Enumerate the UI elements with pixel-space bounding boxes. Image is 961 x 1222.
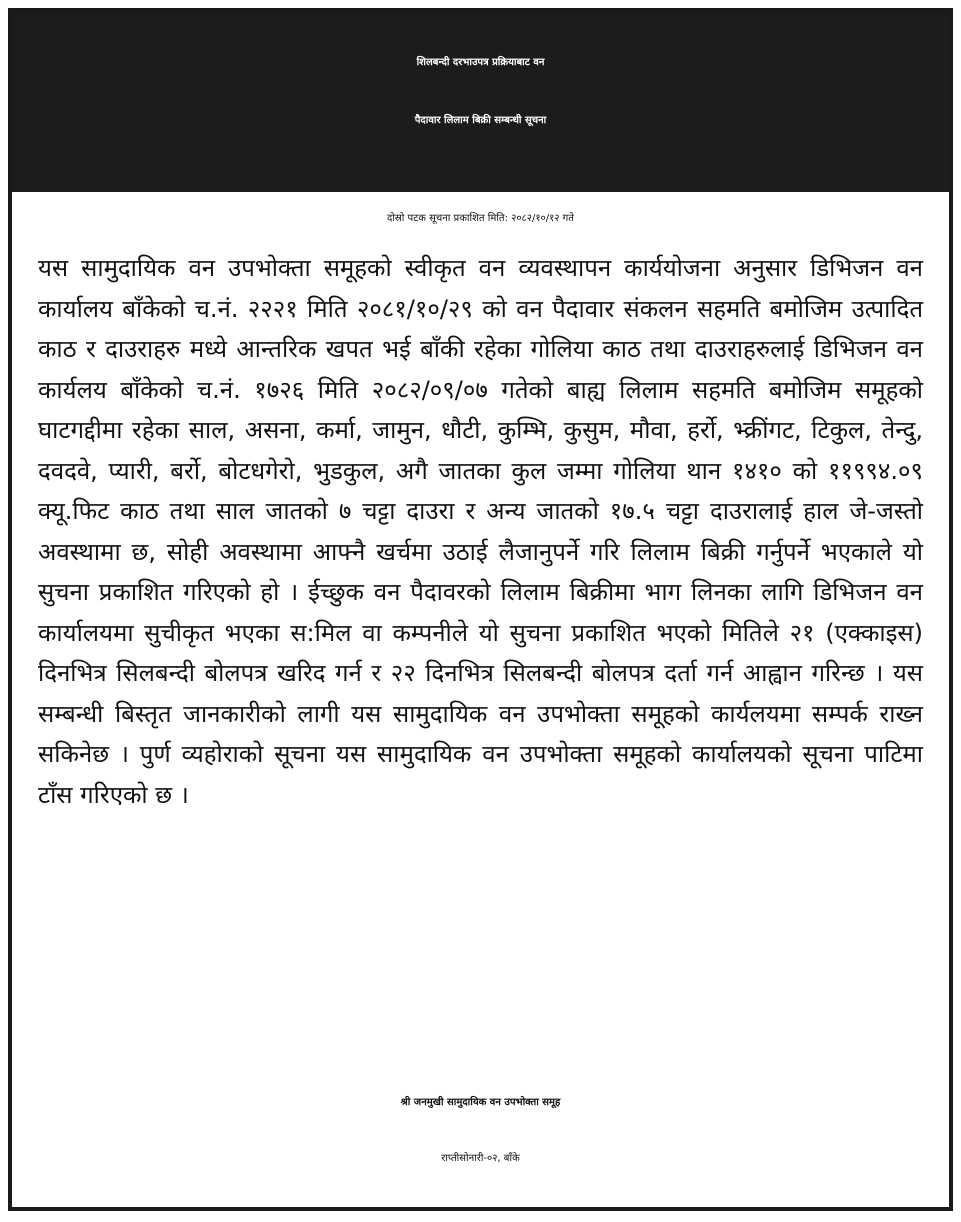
notice-frame <box>8 8 953 1211</box>
header-title-line1: शिलबन्दी दरभाउपत्र प्रक्रियाबाट वन <box>416 57 545 68</box>
notice-header <box>12 12 949 192</box>
publish-date-line: दोस्रो पटक सूचना प्रकाशित मिति: २०८२/१०/१२ गते <box>386 213 575 224</box>
notice-body: यस सामुदायिक वन उपभोक्ता समूहको स्वीकृत वन व्यवस्थापन कार्ययोजना अनुसार डिभिजन वन कार्यालय बाँकेको च.नं. २२२१ मिति २०८१/१०/२९ को वन पैदावार संकलन सहमति बमोजिम उत्पादित काठ र दाउराहरु मध्ये आन्तरिक खपत भई बाँकी रहेका गोलिया काठ तथा दाउराहरुलाई डिभिजन वन कार्यलय बाँकेको च.नं. १७२६ मिति २०८२/०९/०७ गतेको बाह्य लिलाम सहमति बमोजिम समूहको घाटगद्दीमा रहेका साल, असना, कर्मा, जामुन, धौटी, कुम्भि, कुसुम, मौवा, हर्रो, भ्क्रींगट, टिकुल, तेन्दु, दवदवे, प्यारी, बर्रो, बोटधगेरो, भुडकुल, अगै जातका कुल जम्मा गोलिया थान १४१० को ११९९४.०९ क्यू.फिट काठ तथा साल जातको ७ चट्टा दाउरा र अन्य जातको १७.५ चट्टा दाउरालाई हाल जे-जस्तो अवस्थामा छ, सोही अवस्थामा आफ्नै खर्चमा उठाई लैजानुपर्ने गरि लिलाम बिक्री गर्नुपर्ने भएकाले यो सुचना प्रकाशित गरिएको हो । ईच्छुक वन पैदावरको लिलाम बिक्रीमा भाग लिनका लागि डिभिजन वन कार्यालयमा सुचीकृत भएका स:मिल वा कम्पनीले यो सुचना प्रकाशित भएको मितिले २१ (एक्काइस) दिनभित्र सिलबन्दी बोलपत्र खरिद गर्न र २२ दिनभित्र सिलबन्दी बोलपत्र दर्ता गर्न आह्वान गरिन्छ । यस सम्बन्धी बिस्तृत जानकारीको लागी यस सामुदायिक वन उपभोक्ता समूहको कार्यलयमा सम्पर्क राख्न सकिनेछ । पुर्ण व्यहोराको सूचना यस सामुदायिक वन उपभोक्ता समूहको कार्यालयको सूचना पाटिमा टाँस गरिएको छ । <box>38 254 923 809</box>
organization-name: श्री जनमुखी सामुदायिक वन उपभोक्ता समूह <box>400 1097 561 1108</box>
header-title-line2: पैदावार लिलाम बिक्री सम्बन्धी सूचना <box>414 115 547 126</box>
organization-address: राप्तीसोनारी-०२, बाँके <box>441 1153 520 1164</box>
